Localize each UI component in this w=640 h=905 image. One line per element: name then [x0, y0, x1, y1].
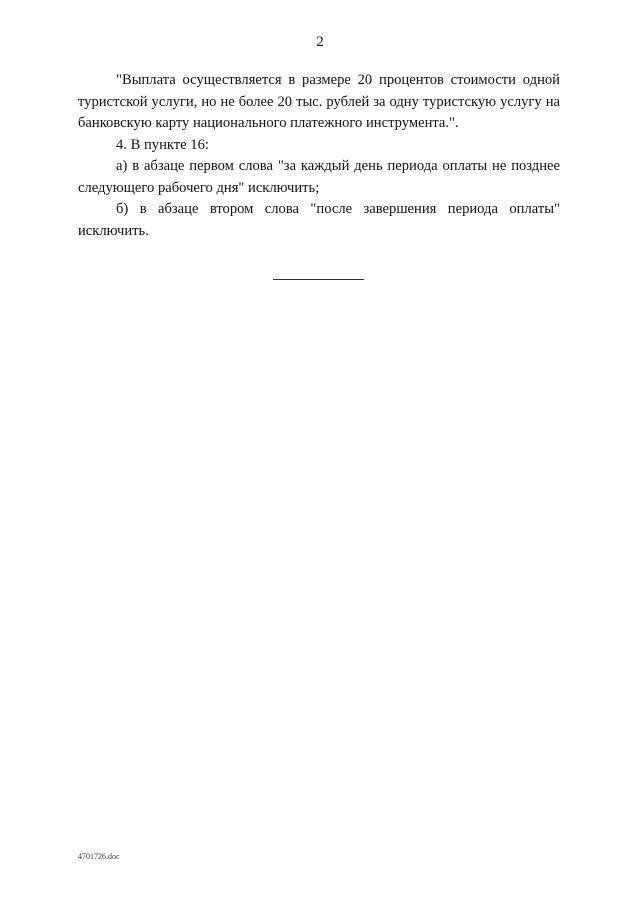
paragraph-subitem-a: а) в абзаце первом слова "за каждый день периода оплаты не позднее следующего рабочего дня" исключить; — [78, 158, 560, 196]
footer-filename: 4701726.doc — [78, 852, 120, 861]
document-body — [78, 70, 560, 242]
end-separator-line — [273, 279, 364, 280]
page-number: 2 — [316, 34, 324, 50]
paragraph-item-4: 4. В пункте 16: — [116, 136, 209, 153]
paragraph-payment-amount: "Выплата осуществляется в размере 20 процентов стоимости одной туристской услуги, но не более 20 тыс. рублей за одну туристскую услугу на банковскую карту национального платежного инструмента.". — [78, 72, 560, 131]
paragraph-subitem-b: б) в абзаце втором слова "после завершения периода оплаты" исключить. — [78, 201, 560, 239]
